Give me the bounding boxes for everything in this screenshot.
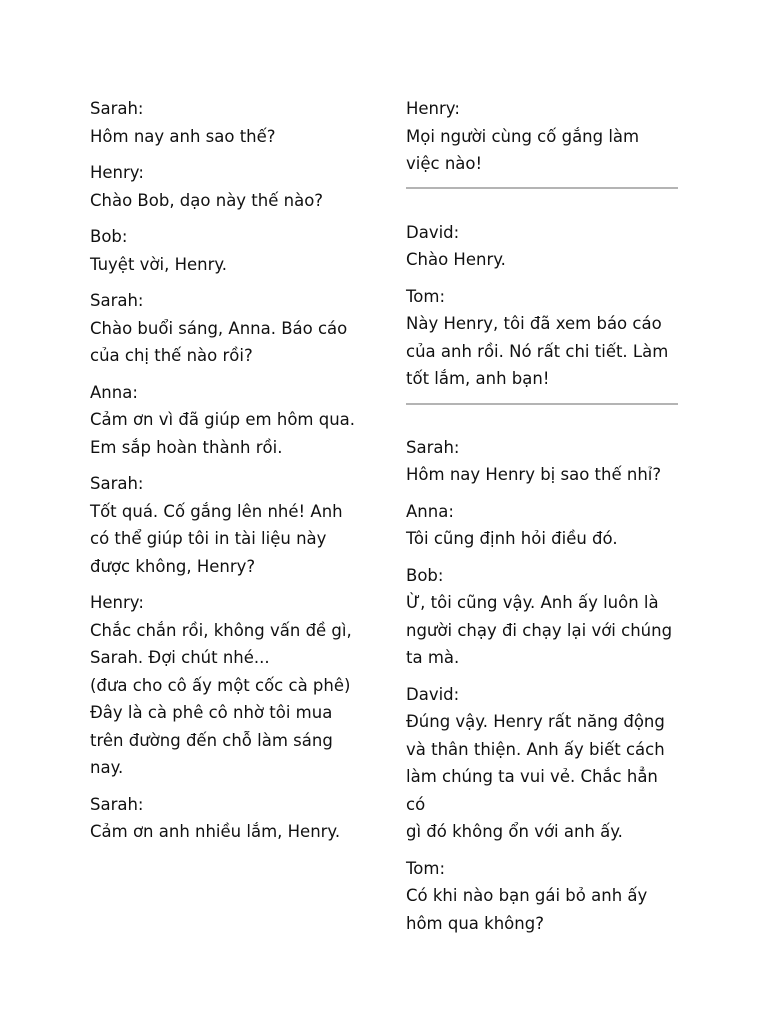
dialogue-entry: [90, 470, 370, 580]
dialogue-entry: [406, 434, 681, 489]
dialogue-line: Chào Henry.: [406, 250, 506, 269]
speaker-name: David:: [406, 222, 460, 242]
dialogue-entry: [90, 95, 370, 150]
dialogue-entry: [406, 562, 681, 672]
dialogue-entry: [90, 287, 370, 370]
speaker-name: Henry:: [90, 593, 144, 612]
speaker-name: David:: [406, 684, 460, 704]
dialogue-entry: [406, 681, 681, 846]
dialogue-line: Mọi người cùng cố gắng làm việc nào!: [406, 126, 640, 173]
dialogue-line: Có khi nào bạn gái bỏ anh ấy hôm qua không?: [406, 886, 648, 933]
speaker-name: Henry:: [406, 99, 460, 118]
dialogue-line: Tôi cũng định hỏi điều đó.: [406, 529, 618, 548]
dialogue-line: Này Henry, tôi đã xem báo cáo của anh rồi. Nó rất chi tiết. Làm tốt lắm, anh bạn!: [406, 314, 669, 388]
section-divider: [406, 187, 678, 189]
dialogue-line: Đúng vậy. Henry rất năng động và thân thiện. Anh ấy biết cách làm chúng ta vui vẻ. Chắc hẳn có gì đó không ổn với anh ấy.: [406, 712, 665, 841]
dialogue-entry: [406, 855, 681, 938]
dialogue-line: Tuyệt vời, Henry.: [90, 254, 228, 274]
speaker-name: Sarah:: [406, 437, 460, 457]
speaker-name: Bob:: [406, 565, 444, 585]
dialogue-entry: [406, 219, 681, 274]
speaker-name: Tom:: [406, 286, 446, 306]
speaker-name: Bob:: [90, 227, 128, 246]
dialogue-entry: [406, 498, 681, 553]
left-dialogue-column: [90, 95, 370, 855]
dialogue-entry: [406, 95, 681, 178]
speaker-name: Sarah:: [90, 794, 144, 814]
dialogue-line: Cảm ơn vì đã giúp em hôm qua. Em sắp hoàn thành rồi.: [90, 410, 356, 457]
dialogue-entry: [406, 283, 681, 393]
dialogue-line: Tốt quá. Cố gắng lên nhé! Anh có thể giúp tôi in tài liệu này được không, Henry?: [90, 501, 343, 576]
dialogue-entry: [90, 379, 370, 462]
dialogue-entry: [90, 159, 370, 214]
dialogue-line: Hôm nay Henry bị sao thế nhỉ?: [406, 465, 662, 484]
dialogue-line: Cảm ơn anh nhiều lắm, Henry.: [90, 822, 341, 841]
speaker-name: Sarah:: [90, 99, 144, 118]
right-dialogue-column: [406, 95, 681, 946]
dialogue-line: Chào Bob, dạo này thế nào?: [90, 190, 324, 210]
dialogue-entry: [90, 589, 370, 782]
speaker-name: Sarah:: [90, 474, 144, 493]
speaker-name: Anna:: [90, 382, 138, 402]
dialogue-line: Ừ, tôi cũng vậy. Anh ấy luôn là người chạy đi chạy lại với chúng ta mà.: [406, 593, 673, 667]
speaker-name: Sarah:: [90, 291, 144, 310]
dialogue-line: Chào buổi sáng, Anna. Báo cáo của chị thế nào rồi?: [90, 318, 348, 365]
speaker-name: Tom:: [406, 858, 446, 878]
dialogue-entry: [90, 791, 370, 846]
dialogue-line: Chắc chắn rồi, không vấn đề gì, Sarah. Đợi chút nhé... (đưa cho cô ấy một cốc cà phê) Đây là cà phê cô nhờ tôi mua trên đường đến chỗ làm sáng nay.: [90, 620, 352, 777]
speaker-name: Henry:: [90, 163, 144, 182]
section-divider: [406, 403, 678, 405]
dialogue-entry: [90, 223, 370, 278]
speaker-name: Anna:: [406, 501, 454, 521]
dialogue-line: Hôm nay anh sao thế?: [90, 126, 276, 146]
